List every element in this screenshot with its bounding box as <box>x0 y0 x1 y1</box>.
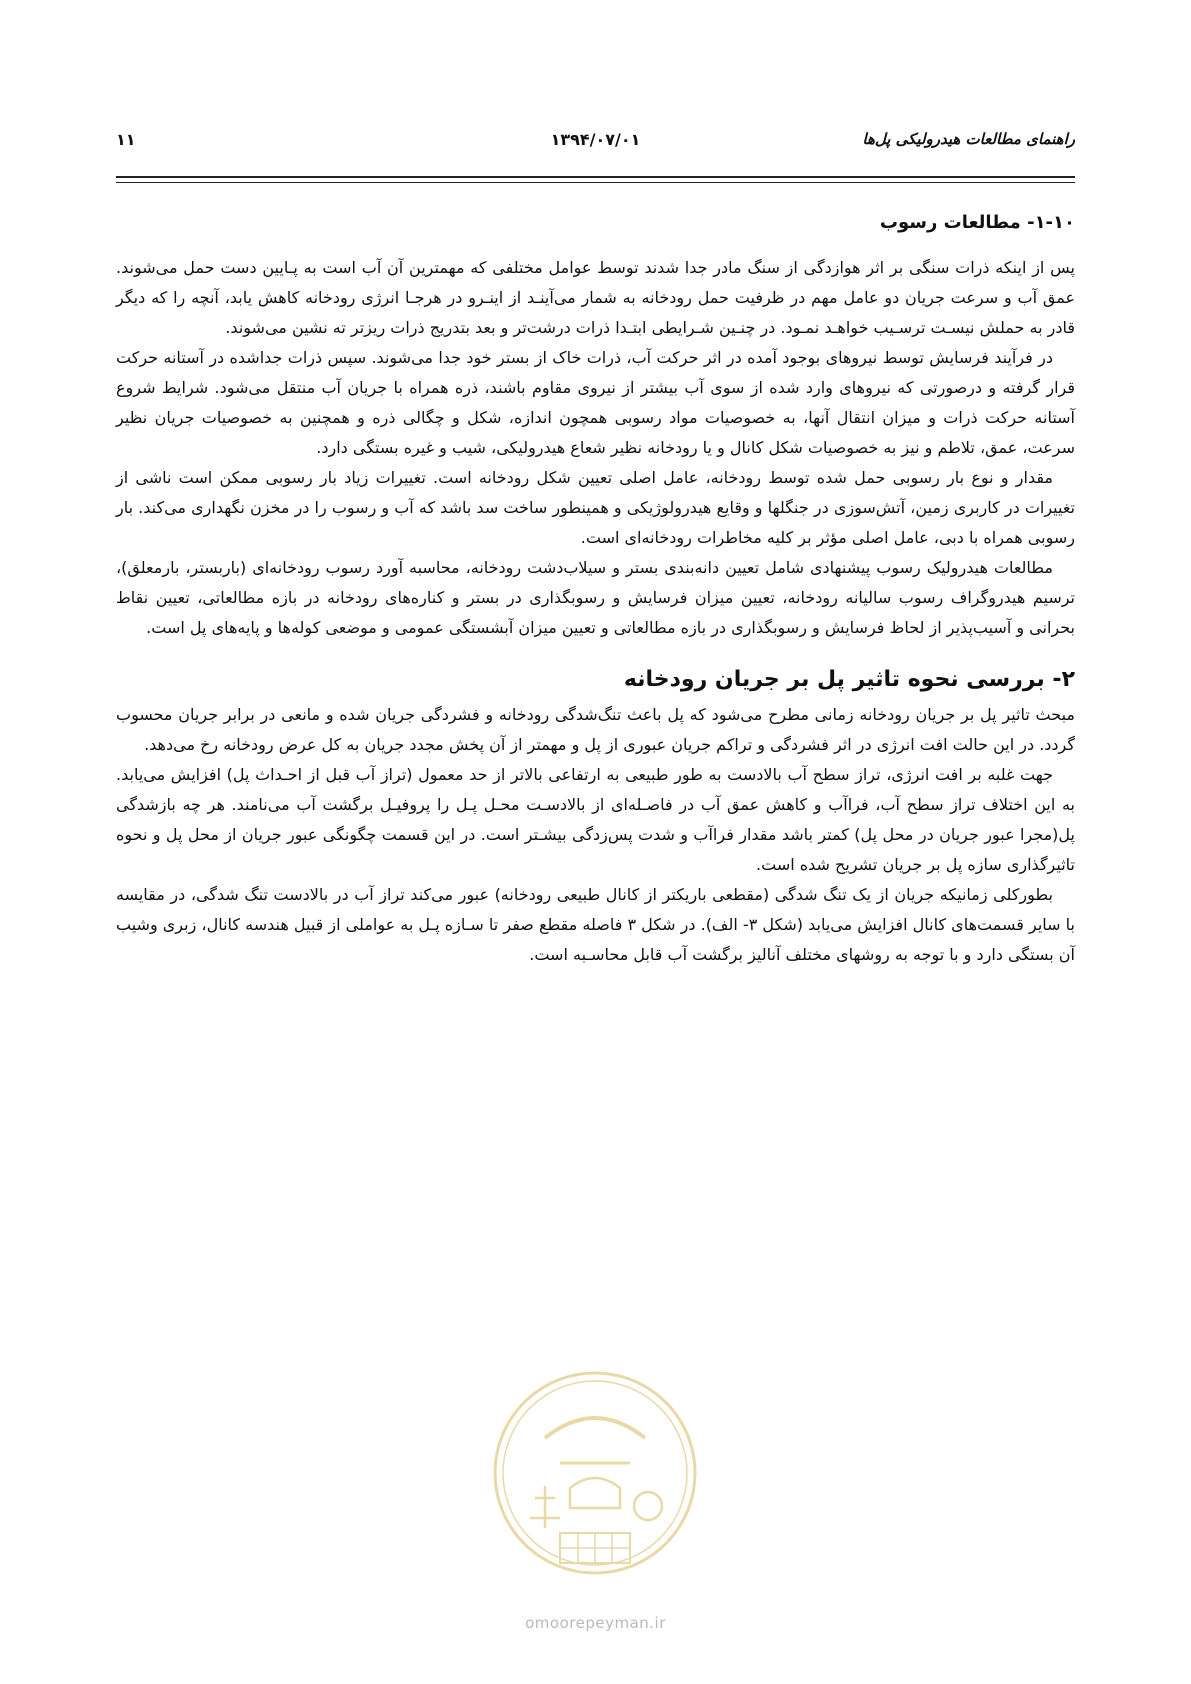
document-title: راهنمای مطالعات هیدرولیکی پل‌ها <box>862 130 1075 148</box>
header-rule-thin <box>116 182 1075 183</box>
page-content <box>116 212 1075 970</box>
subsection-heading: ۱-۱۰- مطالعات رسوب <box>879 212 1075 233</box>
paragraph: جهت غلبه بر افت انرژی، تراز سطح آب بالادست به طور طبیعی به ارتفاعی بالاتر از حد معمول (تراز آب قبل از احـداث پل) افزایش می‌یابد. به این اختلاف تراز سطح آب، فراآب و کاهش عمق آب در فاصـله‌ای از بالادسـت محـل پـل را پروفیـل برگشت آب می‌نامند. هر چه بازشدگی پل(مجرا عبور جریان در محل پل) کمتر باشد مقدار فراآب و شدت پس‌زدگی بیشـتر است. در این قسمت چگونگی عبور جریان از محل پل و نحوه تاثیرگذاری سازه پل بر جریان تشریح شده است. <box>116 765 1075 874</box>
section-heading: ۲- بررسی نحوه تاثیر پل بر جریان رودخانه <box>623 667 1075 692</box>
paragraph: پس از اینکه ذرات سنگی بر اثر هوازدگی از سنگ مادر جدا شدند توسط عوامل مختلفی که مهمترین آن آب است به پـایین دست حمل می‌شوند. عمق آب و سرعت جریان دو عامل مهم در ظرفیت حمل رودخانه به شمار می‌آینـد از اینـرو در هرجـا انرژی رودخانه کاهش یابد، آنچه را که دیگر قادر به حملش نیسـت ترسـیب خواهـد نمـود. در چنـین شـرایطی ابتـدا ذرات درشت‌تر و بعد بتدریج ذرات ریزتر ته نشین می‌شوند. <box>116 258 1075 337</box>
watermark-stamp-icon <box>490 1368 700 1578</box>
page-number: ۱۱ <box>116 130 136 149</box>
document-date: ۱۳۹۴/۰۷/۰۱ <box>550 130 641 149</box>
paragraph: مبحث تاثیر پل بر جریان رودخانه زمانی مطرح می‌شود که پل باعث تنگ‌شدگی رودخانه و فشردگی جریان شده و مانعی در برابر جریان محسوب گردد. در این حالت افت انرژی در اثر فشردگی و تراکم جریان عبوری از پل و مهمتر از آن پخش مجدد جریان به کل عرض رودخانه رخ می‌دهد. <box>116 705 1075 754</box>
paragraph: بطورکلی زمانیکه جریان از یک تنگ شدگی (مقطعی باریکتر از کانال طبیعی رودخانه) عبور می‌کند تراز آب در بالادست تنگ شدگی، در مقایسه با سایر قسمت‌های کانال افزایش می‌یابد (شکل ۳- الف). در شکل ۳ فاصله مقطع صفر تا سـازه پـل به عواملی از قبیل هندسه کانال، زبری وشیب آن بستگی دارد و با توجه به روشهای مختلف آنالیز برگشت آب قابل محاسـبه است. <box>116 885 1075 964</box>
paragraph: در فرآیند فرسایش توسط نیروهای بوجود آمده در اثر حرکت آب، ذرات خاک از بستر خود جدا می‌شوند. سپس ذرات جداشده در آستانه حرکت قرار گرفته و درصورتی که نیروهای وارد شده از سوی آب بیشتر از نیروی مقاوم باشند، ذره همراه با جریان آب منتقل می‌شود. شرایط شروع آستانه حرکت ذرات و میزان انتقال آنها، به خصوصیات مواد رسوبی همچون اندازه، شکل و چگالی ذره و همچنین به خصوصیات جریان نظیر سرعت، عمق، تلاطم و نیز به خصوصیات شکل کانال و یا رودخانه نظیر شعاع هیدرولیکی، شیب و غیره بستگی دارد. <box>116 348 1075 457</box>
page-header <box>116 128 1075 158</box>
watermark-website: omoorepeyman.ir <box>525 1614 666 1632</box>
paragraph: مقدار و نوع بار رسوبی حمل شده توسط رودخانه، عامل اصلی تعیین شکل رودخانه است. تغییرات زیاد بار رسوبی ممکن است ناشی از تغییرات در کاربری زمین، آتش‌سوزی در جنگلها و وقایع هیدرولوژیکی و همینطور ساخت سد باشد که آب و رسوب را در مخزن نگهداری می‌کند. بار رسوبی همراه با دبی، عامل اصلی مؤثر بر کلیه مخاطرات رودخانه‌ای است. <box>116 468 1075 547</box>
header-rule-thick <box>116 176 1075 178</box>
paragraph: مطالعات هیدرولیک رسوب پیشنهادی شامل تعیین دانه‌بندی بستر و سیلاب‌دشت رودخانه، محاسبه آورد رسوب رودخانه‌ای (باربستر، بارمعلق)، ترسیم هیدروگراف رسوب سالیانه رودخانه، تعیین میزان فرسایش و رسوبگذاری در بستر و کناره‌های رودخانه در بازه مطالعاتی، تعیین نقاط بحرانی و آسیب‌پذیر از لحاظ فرسایش و رسوبگذاری در بازه مطالعاتی و تعیین میزان آبشستگی عمومی و موضعی کوله‌ها و پایه‌های پل است. <box>116 558 1075 637</box>
